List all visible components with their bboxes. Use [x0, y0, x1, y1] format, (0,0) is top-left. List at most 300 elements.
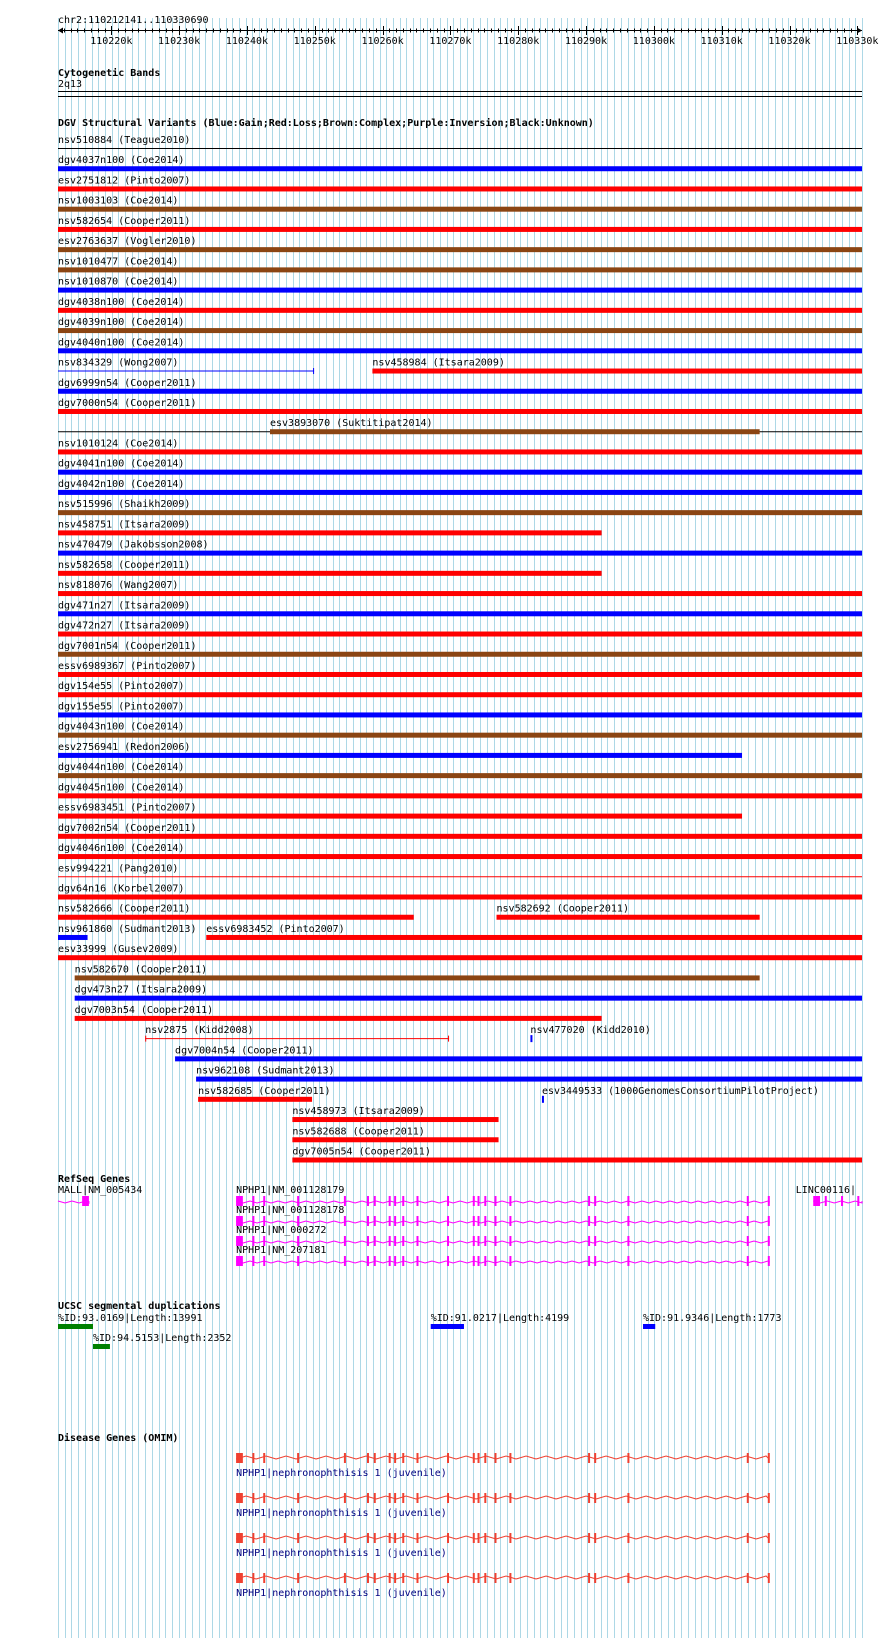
dgv-variant-label[interactable]: essv6989367 (Pinto2007)	[58, 660, 197, 672]
dgv-variant-label[interactable]: esv33999 (Gusev2009)	[58, 944, 179, 956]
gene-exon	[297, 1256, 299, 1266]
dgv-variant-label[interactable]: dgv7002n54 (Cooper2011)	[58, 822, 197, 834]
dgv-variant-label[interactable]: nsv1003103 (Coe2014)	[58, 195, 179, 207]
refseq-gene[interactable]	[236, 1225, 770, 1246]
gene-exon	[747, 1216, 749, 1226]
omim-exon	[367, 1453, 369, 1463]
dgv-variant	[58, 409, 862, 414]
dgv-variant-label[interactable]: essv6983452 (Pinto2007)	[206, 923, 345, 935]
dgv-row	[58, 782, 862, 798]
dgv-row	[196, 1066, 862, 1082]
gene-exon	[484, 1196, 486, 1206]
omim-exon	[509, 1533, 511, 1543]
dgv-variant	[270, 429, 760, 434]
dgv-variant-label[interactable]: dgv64n16 (Korbel2007)	[58, 883, 185, 895]
dgv-row	[58, 580, 862, 596]
dgv-variant-label[interactable]: dgv6999n54 (Cooper2011)	[58, 377, 197, 389]
ruler	[58, 15, 878, 47]
dgv-variant-label[interactable]: dgv472n27 (Itsara2009)	[58, 620, 191, 632]
gene-exon	[367, 1256, 369, 1266]
omim-exon	[473, 1573, 475, 1583]
gene-exon	[394, 1256, 396, 1266]
omim-exon	[509, 1493, 511, 1503]
dgv-row	[58, 863, 862, 877]
omim-exon	[478, 1573, 480, 1583]
gene-exon	[509, 1236, 511, 1246]
omim-exon	[263, 1573, 265, 1583]
dgv-row	[175, 1045, 862, 1061]
dgv-variant-label[interactable]: dgv4044n100 (Coe2014)	[58, 762, 185, 774]
omim-exon	[394, 1493, 396, 1503]
omim-exon	[344, 1493, 346, 1503]
omim-gene[interactable]	[236, 1453, 770, 1479]
dgv-variant	[58, 895, 862, 900]
dgv-variant-label[interactable]: dgv7005n54 (Cooper2011)	[292, 1146, 431, 1158]
refseq-gene-label[interactable]: NPHP1|NM_001128179	[236, 1185, 345, 1196]
dgv-variant-label[interactable]: dgv4042n100 (Coe2014)	[58, 478, 185, 490]
omim-exon	[344, 1573, 346, 1583]
dgv-variant-label[interactable]: nsv582654 (Cooper2011)	[58, 215, 191, 227]
segdup-bar	[93, 1344, 110, 1349]
dgv-variant	[58, 470, 862, 475]
ruler-tick-label: 110220k	[90, 36, 133, 47]
segdup-item[interactable]	[431, 1313, 569, 1329]
dgv-variant	[58, 207, 862, 212]
segdup-item[interactable]	[643, 1313, 781, 1329]
dgv-variant	[58, 166, 862, 171]
dgv-variant	[206, 935, 862, 940]
dgv-variant	[58, 672, 862, 677]
dgv-row	[58, 479, 862, 495]
dgv-variant	[58, 571, 602, 576]
dgv-variant-label[interactable]: dgv7003n54 (Cooper2011)	[74, 1004, 214, 1016]
dgv-row	[75, 985, 862, 1001]
gene-exon	[447, 1196, 449, 1206]
dgv-variant-label[interactable]: nsv961860 (Sudmant2013)	[58, 923, 197, 935]
omim-exon	[236, 1493, 243, 1503]
dgv-row	[58, 661, 862, 677]
omim-exon	[402, 1493, 404, 1503]
dgv-variant-label[interactable]: nsv582666 (Cooper2011)	[58, 903, 191, 915]
gene-exon	[367, 1216, 369, 1226]
segdup-label[interactable]: %ID:91.9346|Length:1773	[643, 1313, 782, 1324]
dgv-variant-label[interactable]: nsv582688 (Cooper2011)	[292, 1126, 425, 1138]
gene-exon	[588, 1256, 590, 1266]
gene-intron	[236, 1221, 769, 1223]
gene-exon	[594, 1236, 596, 1246]
refseq-gene-label[interactable]: NPHP1|NM_000272	[236, 1225, 327, 1236]
omim-exon	[484, 1453, 486, 1463]
omim-exon	[627, 1493, 629, 1503]
omim-exon	[484, 1533, 486, 1543]
gene-exon	[594, 1196, 596, 1206]
dgv-variant	[58, 632, 862, 637]
omim-exon	[402, 1453, 404, 1463]
segdup-label[interactable]: %ID:91.0217|Length:4199	[430, 1313, 570, 1324]
gene-exon	[747, 1236, 749, 1246]
gene-exon	[825, 1196, 827, 1206]
dgv-variant	[58, 935, 88, 940]
omim-gene[interactable]	[236, 1533, 770, 1559]
dgv-variant-label[interactable]: dgv154e55 (Pinto2007)	[58, 681, 185, 693]
dgv-row	[75, 1005, 602, 1021]
omim-exon	[416, 1493, 418, 1503]
dgv-variant	[58, 490, 862, 495]
dgv-row	[75, 964, 760, 980]
gene-exon	[82, 1196, 89, 1206]
dgv-row	[292, 1126, 498, 1142]
gene-exon	[344, 1256, 346, 1266]
dgv-variant-label[interactable]: nsv458973 (Itsara2009)	[292, 1106, 425, 1118]
gene-exon	[857, 1196, 859, 1206]
dgv-variant-label[interactable]: esv994221 (Pang2010)	[58, 863, 179, 875]
gene-intron	[813, 1201, 862, 1203]
omim-exon	[509, 1453, 511, 1463]
omim-exon	[402, 1533, 404, 1543]
dgv-variant	[198, 1097, 312, 1102]
segdup-bar	[643, 1324, 655, 1329]
segdup-item[interactable]	[58, 1313, 203, 1329]
dgv-row	[58, 398, 862, 414]
dgv-variant	[58, 915, 414, 920]
gene-exon	[374, 1196, 376, 1206]
omim-exon	[768, 1533, 770, 1543]
dgv-variant-label[interactable]: nsv1010870 (Coe2014)	[58, 276, 179, 288]
dgv-row	[58, 277, 862, 293]
dgv-variant-label[interactable]: dgv7004n54 (Cooper2011)	[175, 1045, 314, 1057]
dgv-variant-label[interactable]: nsv470479 (Jakobsson2008)	[58, 539, 209, 551]
omim-gene-label[interactable]: NPHP1|nephronophthisis 1 (juvenile)	[236, 1548, 447, 1559]
refseq-gene-label[interactable]: NPHP1|NM_207181	[236, 1245, 327, 1256]
dgv-row	[58, 701, 862, 717]
omim-exon	[344, 1533, 346, 1543]
omim-exon	[447, 1573, 449, 1583]
omim-exon	[594, 1533, 596, 1543]
gene-exon	[478, 1256, 480, 1266]
dgv-row	[58, 216, 862, 232]
gene-exon	[416, 1196, 418, 1206]
omim-exon	[374, 1573, 376, 1583]
dgv-row	[58, 641, 862, 657]
omim-exon	[494, 1493, 496, 1503]
dgv-variant	[58, 834, 862, 839]
gene-exon	[367, 1196, 369, 1206]
gene-exon	[252, 1256, 254, 1266]
dgv-variant	[58, 308, 862, 313]
gene-exon	[389, 1236, 391, 1246]
dgv-variant	[58, 348, 862, 353]
dgv-variant	[75, 1016, 602, 1021]
dgv-variant	[58, 186, 862, 191]
dgv-variant-label[interactable]: nsv962108 (Sudmant2013)	[196, 1065, 335, 1077]
dgv-variant-label[interactable]: nsv582685 (Cooper2011)	[198, 1085, 331, 1097]
dgv-variant-label[interactable]: nsv582670 (Cooper2011)	[74, 964, 208, 976]
omim-exon	[747, 1533, 749, 1543]
dgv-row	[58, 135, 862, 149]
omim-exon	[297, 1453, 299, 1463]
gene-exon	[594, 1216, 596, 1226]
dgv-variant-label[interactable]: dgv7000n54 (Cooper2011)	[58, 397, 197, 409]
dgv-variant	[58, 510, 862, 515]
dgv-variant-label[interactable]: dgv4041n100 (Coe2014)	[58, 458, 185, 470]
dgv-variant	[292, 1158, 862, 1163]
dgv-variant	[75, 975, 760, 980]
gene-exon	[473, 1216, 475, 1226]
dgv-row	[145, 1025, 651, 1042]
gene-intron	[236, 1241, 769, 1243]
gene-exon	[627, 1256, 629, 1266]
refseq-gene[interactable]	[796, 1185, 862, 1206]
dgv-variant-label[interactable]: dgv4043n100 (Coe2014)	[58, 721, 185, 733]
dgv-variant-label[interactable]: nsv818076 (Wang2007)	[58, 580, 179, 592]
dgv-variant-label[interactable]: esv2756941 (Redon2006)	[58, 741, 191, 753]
dgv-variant-label[interactable]: dgv155e55 (Pinto2007)	[58, 701, 185, 713]
ruler-tick-label: 110240k	[225, 36, 269, 47]
omim-exon	[374, 1493, 376, 1503]
omim-exon	[263, 1533, 265, 1543]
dgv-variant	[58, 955, 862, 960]
omim-gene[interactable]	[236, 1573, 770, 1599]
dgv-variant-label[interactable]: esv2763637 (Vogler2010)	[58, 236, 197, 248]
refseq-gene[interactable]	[236, 1185, 770, 1206]
omim-exon	[473, 1493, 475, 1503]
refseq-track	[58, 1174, 862, 1266]
gene-intron	[236, 1201, 769, 1203]
gene-exon	[768, 1196, 770, 1206]
omim-exon	[768, 1453, 770, 1463]
dgv-variant-label[interactable]: nsv2875 (Kidd2008)	[145, 1025, 254, 1037]
dgv-variant-label[interactable]: esv2751812 (Pinto2007)	[58, 175, 191, 187]
gene-exon	[473, 1196, 475, 1206]
omim-exon	[588, 1533, 590, 1543]
omim-exon	[588, 1453, 590, 1463]
dgv-variant	[58, 389, 862, 394]
gene-exon	[509, 1256, 511, 1266]
gene-exon	[494, 1256, 496, 1266]
dgv-variant-label[interactable]: nsv477020 (Kidd2010)	[530, 1025, 651, 1037]
dgv-variant-label[interactable]: nsv582658 (Cooper2011)	[58, 559, 191, 571]
dgv-variant	[58, 591, 862, 596]
dgv-variant	[58, 530, 602, 535]
gene-exon	[478, 1216, 480, 1226]
omim-exon	[447, 1493, 449, 1503]
omim-intron	[236, 1456, 769, 1459]
dgv-variant	[58, 611, 862, 616]
refseq-gene-label[interactable]: LINC00116|	[795, 1185, 856, 1196]
gene-exon	[236, 1256, 243, 1266]
omim-exon	[594, 1453, 596, 1463]
omim-exon	[367, 1573, 369, 1583]
dgv-row	[58, 742, 742, 758]
dgv-variant	[58, 773, 862, 778]
gene-exon	[768, 1256, 770, 1266]
omim-exon	[594, 1573, 596, 1583]
dgv-variant-label[interactable]: dgv4037n100 (Coe2014)	[58, 155, 185, 167]
dgv-variant-label[interactable]: dgv473n27 (Itsara2009)	[74, 984, 208, 996]
dgv-row	[198, 1086, 819, 1103]
gene-exon	[627, 1216, 629, 1226]
gene-exon	[394, 1196, 396, 1206]
segdup-label[interactable]: %ID:94.5153|Length:2352	[92, 1333, 232, 1344]
gene-exon	[813, 1196, 820, 1206]
refseq-gene-label[interactable]: NPHP1|NM_001128178	[236, 1205, 345, 1216]
gene-exon	[374, 1236, 376, 1246]
omim-exon	[252, 1573, 254, 1583]
omim-exon	[473, 1533, 475, 1543]
omim-exon	[478, 1453, 480, 1463]
gene-exon	[394, 1236, 396, 1246]
dgv-variant-label[interactable]: dgv4045n100 (Coe2014)	[58, 782, 185, 794]
gene-exon	[367, 1236, 369, 1246]
dgv-variant	[530, 1035, 532, 1042]
segdup-bar	[58, 1324, 93, 1329]
omim-exon	[768, 1573, 770, 1583]
dgv-variant	[75, 996, 862, 1001]
ruler-tick-label: 110330k	[836, 36, 879, 47]
omim-exon	[236, 1533, 243, 1543]
dgv-variant	[58, 449, 862, 454]
ruler-tick-label: 110260k	[361, 36, 404, 47]
dgv-row	[58, 762, 862, 778]
dgv-row	[58, 236, 862, 252]
omim-exon	[416, 1453, 418, 1463]
dgv-variant	[58, 753, 742, 758]
dgv-variant	[58, 227, 862, 232]
dgv-variant-label[interactable]: nsv515996 (Shaikh2009)	[58, 499, 191, 511]
omim-gene-label[interactable]: NPHP1|nephronophthisis 1 (juvenile)	[236, 1588, 447, 1599]
dgv-variant	[58, 692, 862, 697]
dgv-variant-label[interactable]: nsv458984 (Itsara2009)	[372, 357, 505, 369]
dgv-row	[58, 519, 602, 535]
ruler-tick-label: 110280k	[497, 36, 540, 47]
dgv-row	[58, 884, 862, 900]
gene-exon	[747, 1196, 749, 1206]
refseq-gene[interactable]	[236, 1205, 770, 1226]
dgv-row	[58, 337, 862, 353]
dgv-variant-label[interactable]: esv3449533 (1000GenomesConsortiumPilotProject)	[541, 1085, 819, 1097]
omim-exon	[367, 1533, 369, 1543]
gene-exon	[402, 1256, 404, 1266]
dgv-row	[58, 358, 862, 375]
gene-exon	[447, 1236, 449, 1246]
omim-exon	[627, 1533, 629, 1543]
gene-exon	[484, 1236, 486, 1246]
dgv-variant-label[interactable]: dgv4046n100 (Coe2014)	[58, 843, 185, 855]
omim-exon	[747, 1573, 749, 1583]
dgv-variant	[58, 267, 862, 272]
omim-exon	[394, 1573, 396, 1583]
dgv-row	[58, 459, 862, 475]
gene-exon	[841, 1196, 843, 1206]
gene-exon	[588, 1236, 590, 1246]
dgv-variant-label[interactable]: nsv834329 (Wong2007)	[58, 357, 179, 369]
gene-exon	[478, 1236, 480, 1246]
omim-intron	[236, 1536, 769, 1539]
ruler-tick-label: 110320k	[768, 36, 811, 47]
dgv-variant-label[interactable]: dgv4040n100 (Coe2014)	[58, 337, 185, 349]
refseq-gene-label[interactable]: MALL|NM_005434	[58, 1185, 143, 1196]
dgv-row	[58, 843, 862, 859]
dgv-variant-label[interactable]: nsv1010124 (Coe2014)	[58, 438, 179, 450]
dgv-variant	[58, 328, 862, 333]
cytoband-label: 2q13	[58, 79, 83, 90]
dgv-variant-label[interactable]: dgv4039n100 (Coe2014)	[58, 317, 185, 329]
gene-exon	[588, 1196, 590, 1206]
omim-gene[interactable]	[236, 1493, 770, 1519]
gene-exon	[402, 1236, 404, 1246]
cytoband-track-title: Cytogenetic Bands	[58, 68, 161, 79]
omim-exon	[509, 1573, 511, 1583]
dgv-variant	[58, 551, 862, 556]
gene-exon	[747, 1256, 749, 1266]
gene-exon	[389, 1216, 391, 1226]
omim-exon	[478, 1493, 480, 1503]
dgv-row	[58, 540, 862, 556]
dgv-variant-label[interactable]: nsv582692 (Cooper2011)	[496, 903, 629, 915]
dgv-variant-label[interactable]: nsv1010477 (Coe2014)	[58, 256, 179, 268]
dgv-row	[58, 317, 862, 333]
omim-exon	[447, 1533, 449, 1543]
gene-exon	[484, 1256, 486, 1266]
dgv-row	[58, 418, 862, 434]
omim-track-title: Disease Genes (OMIM)	[58, 1433, 179, 1444]
dgv-variant-label[interactable]: essv6983451 (Pinto2007)	[58, 802, 197, 814]
dgv-variant-label[interactable]: esv3893070 (Suktitipat2014)	[269, 418, 433, 430]
omim-exon	[374, 1453, 376, 1463]
gene-exon	[447, 1216, 449, 1226]
segdup-item[interactable]	[93, 1333, 231, 1349]
dgv-row	[292, 1106, 498, 1122]
dgv-variant-label[interactable]: dgv4038n100 (Coe2014)	[58, 296, 185, 308]
dgv-variant-label[interactable]: nsv458751 (Itsara2009)	[58, 519, 191, 531]
segdup-label[interactable]: %ID:93.0169|Length:13991	[58, 1313, 203, 1324]
omim-exon	[367, 1493, 369, 1503]
omim-exon	[297, 1573, 299, 1583]
dgv-variant-label[interactable]: dgv7001n54 (Cooper2011)	[58, 640, 197, 652]
chrom-range-label: chr2:110212141..110330690	[58, 15, 209, 26]
omim-exon	[447, 1453, 449, 1463]
gene-exon	[594, 1256, 596, 1266]
dgv-row	[58, 175, 862, 191]
segdup-track	[58, 1300, 781, 1349]
omim-exon	[494, 1573, 496, 1583]
omim-exon	[389, 1493, 391, 1503]
dgv-row	[58, 803, 742, 819]
dgv-row	[58, 681, 862, 697]
omim-exon	[344, 1453, 346, 1463]
gene-exon	[627, 1236, 629, 1246]
dgv-row	[58, 904, 760, 920]
dgv-variant	[58, 814, 742, 819]
dgv-variant-label[interactable]: nsv510884 (Teague2010)	[58, 135, 191, 146]
dgv-row	[58, 823, 862, 839]
omim-exon	[747, 1453, 749, 1463]
gene-exon	[473, 1256, 475, 1266]
dgv-variant	[372, 369, 862, 374]
omim-exon	[389, 1453, 391, 1463]
dgv-row	[58, 944, 862, 960]
refseq-gene[interactable]	[58, 1185, 142, 1206]
dgv-variant	[58, 652, 862, 657]
omim-gene-label[interactable]: NPHP1|nephronophthisis 1 (juvenile)	[236, 1468, 447, 1479]
omim-exon	[252, 1533, 254, 1543]
omim-exon	[263, 1453, 265, 1463]
omim-gene-label[interactable]: NPHP1|nephronophthisis 1 (juvenile)	[236, 1508, 447, 1519]
dgv-track	[58, 117, 862, 1163]
refseq-gene[interactable]	[236, 1245, 770, 1266]
dgv-variant-label[interactable]: dgv471n27 (Itsara2009)	[58, 600, 191, 612]
gene-exon	[588, 1216, 590, 1226]
